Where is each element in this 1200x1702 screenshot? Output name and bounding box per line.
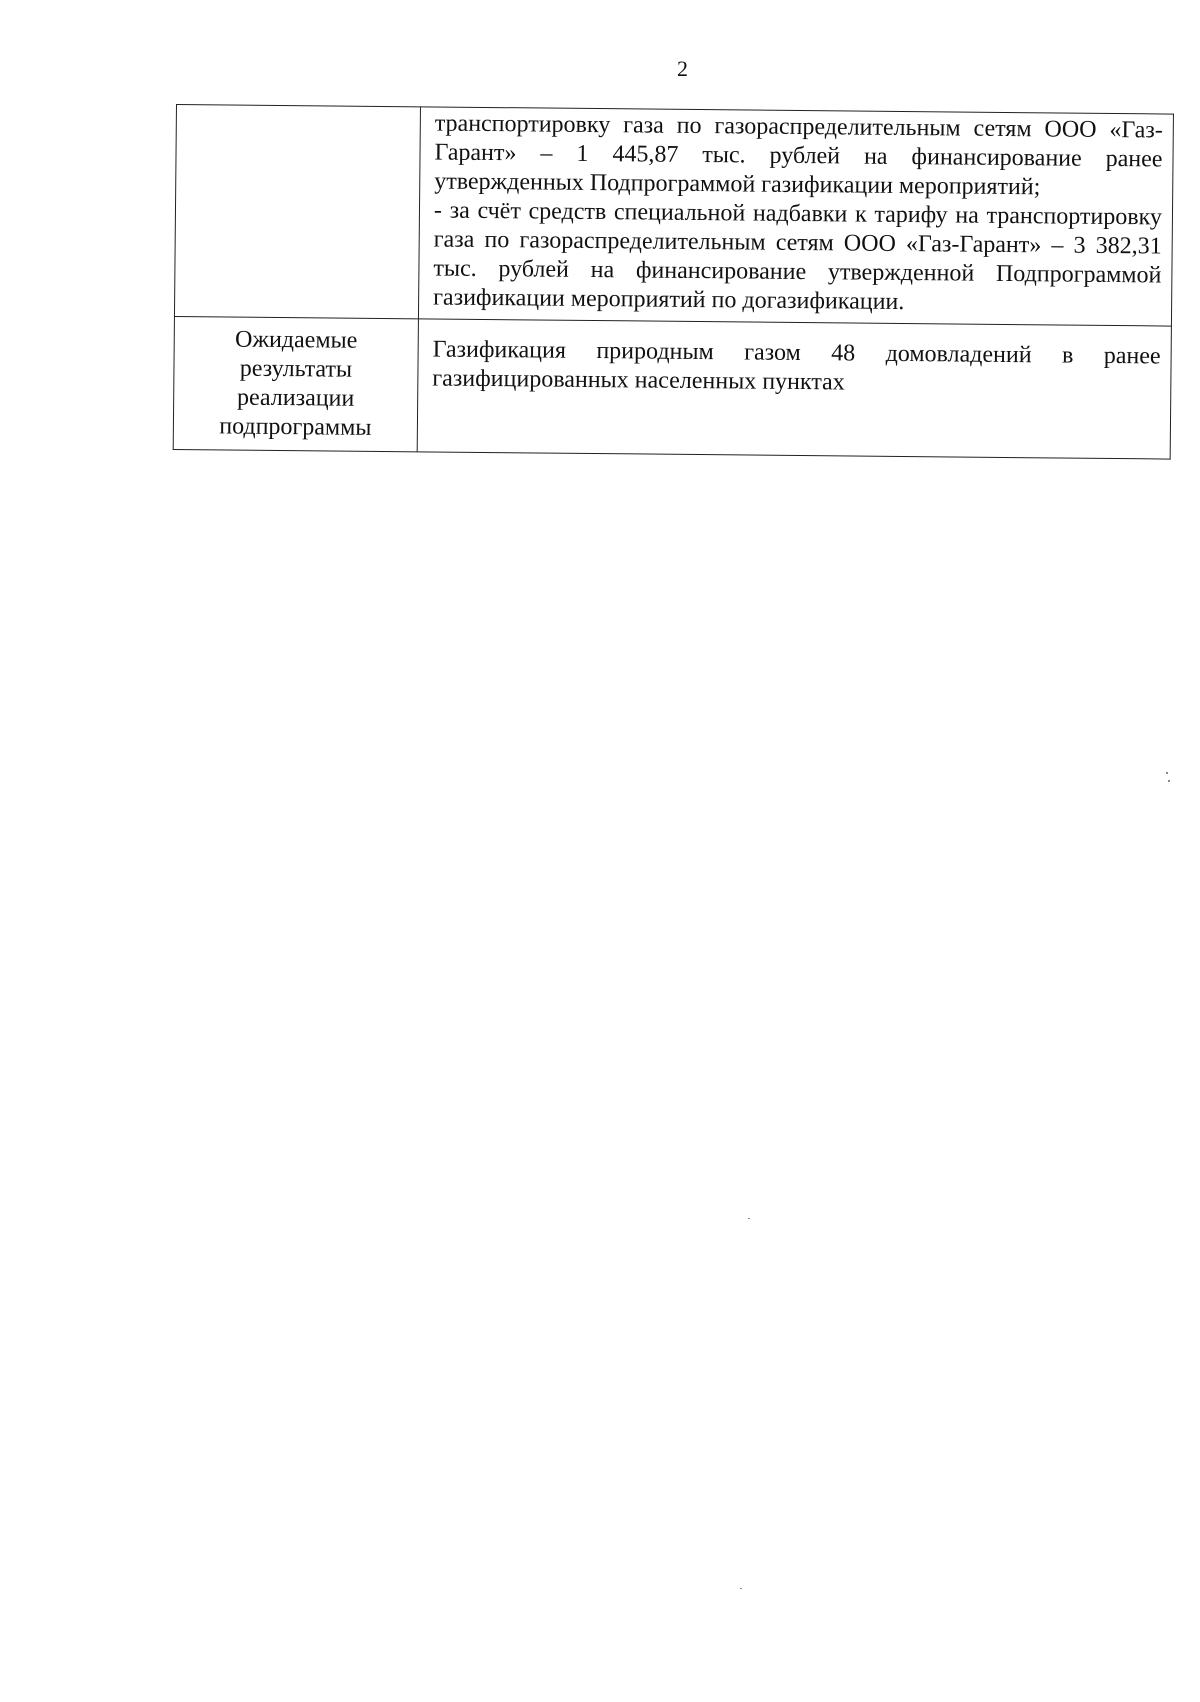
expected-results-cell — [417, 319, 1171, 459]
table-row — [173, 316, 1171, 459]
page-number: 2 — [677, 56, 688, 81]
label-line: Ожидаемые — [234, 326, 358, 354]
expected-results-label — [173, 316, 418, 451]
scan-speck — [1166, 772, 1168, 774]
scan-speck — [1168, 780, 1170, 782]
label-line: подпрограммы — [219, 413, 372, 441]
row-label-empty — [174, 105, 420, 319]
results-paragraph: Газификация природным газом 48 домовладений в ранее газифицированных населенных пунктах — [432, 336, 1161, 396]
scan-speck — [748, 1218, 750, 1219]
funding-paragraph-2: - за счёт средств специальной надбавки к тарифу на транспортировку газа по газораспределительным сетям ООО «Газ-Гарант» – 3 382,31 тыс. рублей на финансирование утвержденной Подпрограммой газификации мероприятий по догазификации. — [433, 197, 1163, 315]
table-row — [174, 105, 1173, 327]
scan-speck — [740, 1588, 742, 1589]
label-line: реализации — [236, 384, 355, 412]
label-line: результаты — [239, 355, 353, 383]
funding-paragraph-1: транспортировку газа по газораспределительным сетям ООО «Газ-Гарант» – 1 445,87 тыс. рублей на финансирование ранее утвержденных Подпрограммой газификации мероприятий; — [434, 110, 1163, 201]
funding-sources-cell — [418, 107, 1173, 326]
passport-table — [173, 104, 1174, 460]
